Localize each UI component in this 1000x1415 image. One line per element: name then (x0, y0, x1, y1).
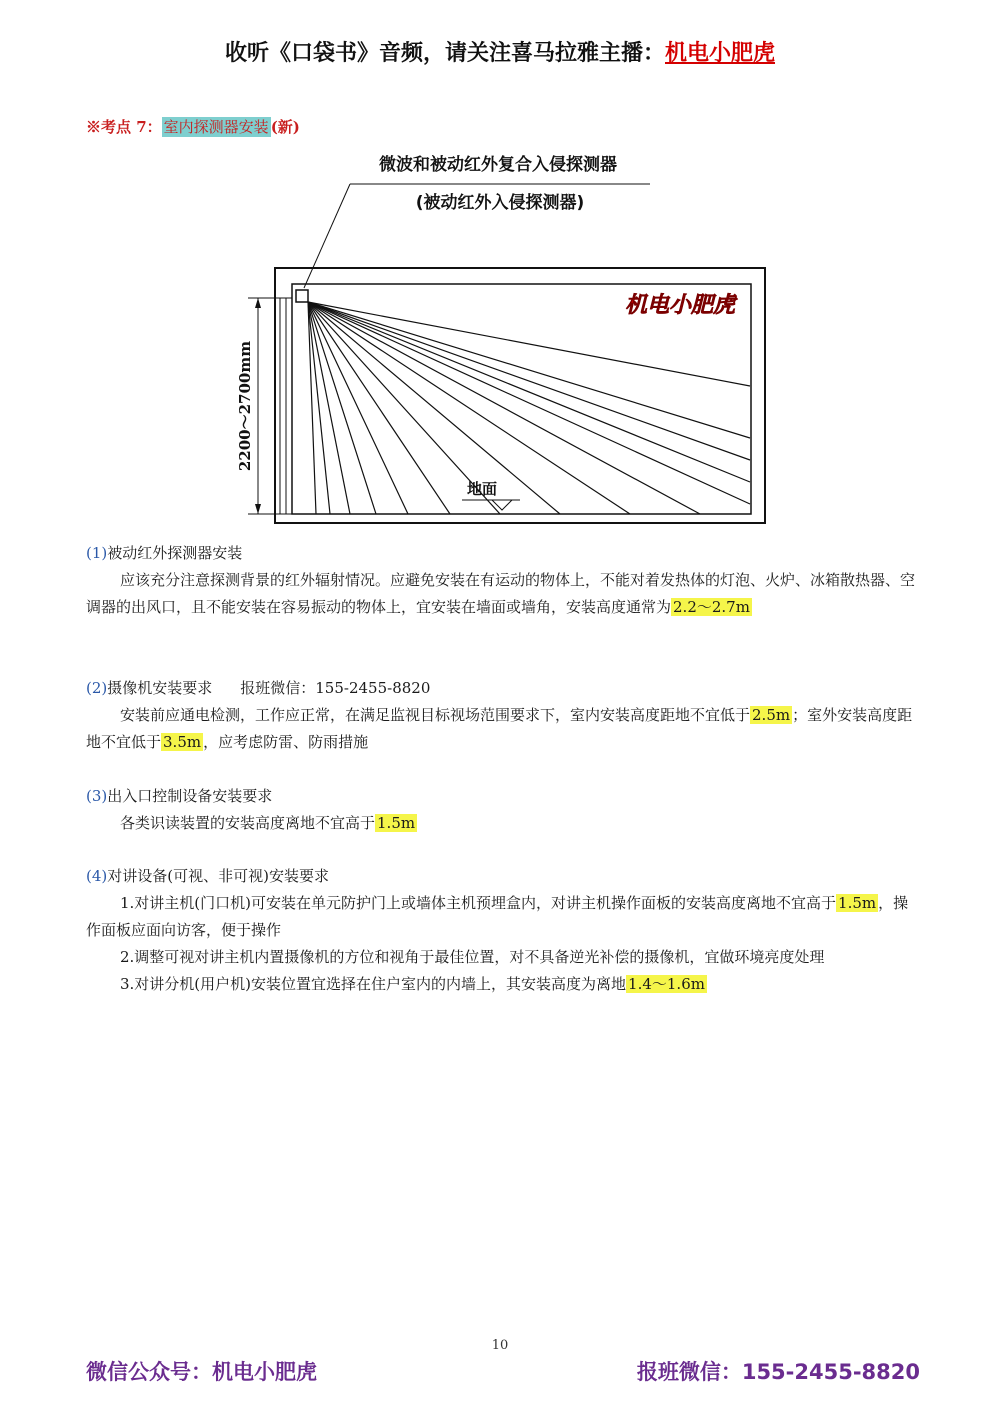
page-number: 10 (491, 1338, 509, 1353)
header-prefix: 收听《口袋书》音频，请关注喜马拉雅主播： (224, 41, 665, 66)
section-1-paragraph (86, 567, 916, 621)
section-4-item-3 (86, 971, 916, 998)
section-2-highlight-1: 2.5m (752, 706, 791, 724)
detector-diagram (230, 148, 770, 528)
section-4 (86, 863, 916, 998)
detector-box (296, 290, 308, 302)
footer-wechat-account: 微信公众号：机电小肥虎 (86, 1360, 317, 1384)
section-3-highlight: 1.5m (377, 814, 416, 832)
section-3-title (86, 783, 916, 810)
section-2-title-text: 摄像机安装要求 (107, 679, 213, 697)
section-3-title-text: 出入口控制设备安装要求 (107, 787, 273, 805)
section-4-item-3-highlight: 1.4～1.6m (628, 975, 705, 993)
detection-beams (308, 302, 750, 514)
section-3-number: (3) (86, 787, 108, 805)
section-1-highlight: 2.2～2.7m (673, 598, 750, 616)
floor-label: 地面 (466, 480, 498, 498)
keypoint-heading (86, 116, 300, 137)
section-1 (86, 540, 916, 621)
section-3-paragraph (86, 810, 916, 837)
section-2-title (86, 675, 916, 702)
section-2 (86, 675, 916, 756)
section-2-text-b: ；室外安装高度距地不宜低于 (86, 706, 913, 751)
section-2-number: (2) (86, 679, 108, 697)
keypoint-topic: 室内探测器安装 (163, 118, 269, 136)
header-host-link[interactable]: 机电小肥虎 (665, 41, 776, 66)
section-4-item-1-highlight: 1.5m (838, 894, 877, 912)
section-2-highlight-2: 3.5m (163, 733, 202, 751)
watermark: 机电小肥虎 (624, 293, 736, 318)
section-2-wechat: 报班微信：155-2455-8820 (240, 679, 431, 697)
section-2-paragraph (86, 702, 916, 756)
section-4-item-3-text: 3.对讲分机(用户机)安装位置宜选择在住户室内的内墙上，其安装高度为离地 (120, 975, 627, 993)
section-1-number: (1) (86, 544, 108, 562)
section-4-item-1-text-b: ，操作面板应面向访客，便于操作 (86, 894, 909, 939)
section-4-number: (4) (86, 867, 108, 885)
section-1-title (86, 540, 916, 567)
section-2-text-a: 安装前应通电检测，工作应正常，在满足监视目标视场范围要求下，室内安装高度距地不宜低于 (120, 706, 751, 724)
diagram-title-line1: 微波和被动红外复合入侵探测器 (379, 155, 617, 175)
section-4-item-1 (86, 890, 916, 944)
section-3-text: 各类识读装置的安装高度离地不宜高于 (120, 814, 376, 832)
section-4-item-1-text-a: 1.对讲主机(门口机)可安装在单元防护门上或墙体主机预埋盒内，对讲主机操作面板的安装高度离地不宜高于 (120, 894, 837, 912)
leader-line (304, 184, 350, 288)
detector-diagram-svg (230, 148, 770, 528)
height-label: 2200～2700mm (236, 340, 254, 472)
section-4-item-2: 2.调整可视对讲主机内置摄像机的方位和视角于最佳位置，对不具备逆光补偿的摄像机，宜做环境亮度处理 (120, 948, 825, 966)
page-header (0, 36, 1000, 67)
dimension-arrow-top (255, 298, 261, 308)
keypoint-tag: (新) (270, 118, 300, 136)
section-4-title (86, 863, 916, 890)
section-1-title-text: 被动红外探测器安装 (107, 544, 243, 562)
footer-enroll-wechat: 报班微信：155-2455-8820 (636, 1360, 920, 1384)
keypoint-label: ※考点 7： (86, 118, 162, 136)
dimension-arrow-bottom (255, 504, 261, 514)
section-1-text: 应该充分注意探测背景的红外辐射情况。应避免安装在有运动的物体上，不能对着发热体的灯泡、火炉、冰箱散热器、空调器的出风口，且不能安装在容易振动的物体上，宜安装在墙面或墙角，安装高度通常为 (86, 571, 916, 616)
section-3 (86, 783, 916, 837)
section-2-text-c: ，应考虑防雷、防雨措施 (203, 733, 369, 751)
section-4-title-text: 对讲设备(可视、非可视)安装要求 (107, 867, 329, 885)
diagram-title-line2: (被动红外入侵探测器) (415, 193, 585, 213)
